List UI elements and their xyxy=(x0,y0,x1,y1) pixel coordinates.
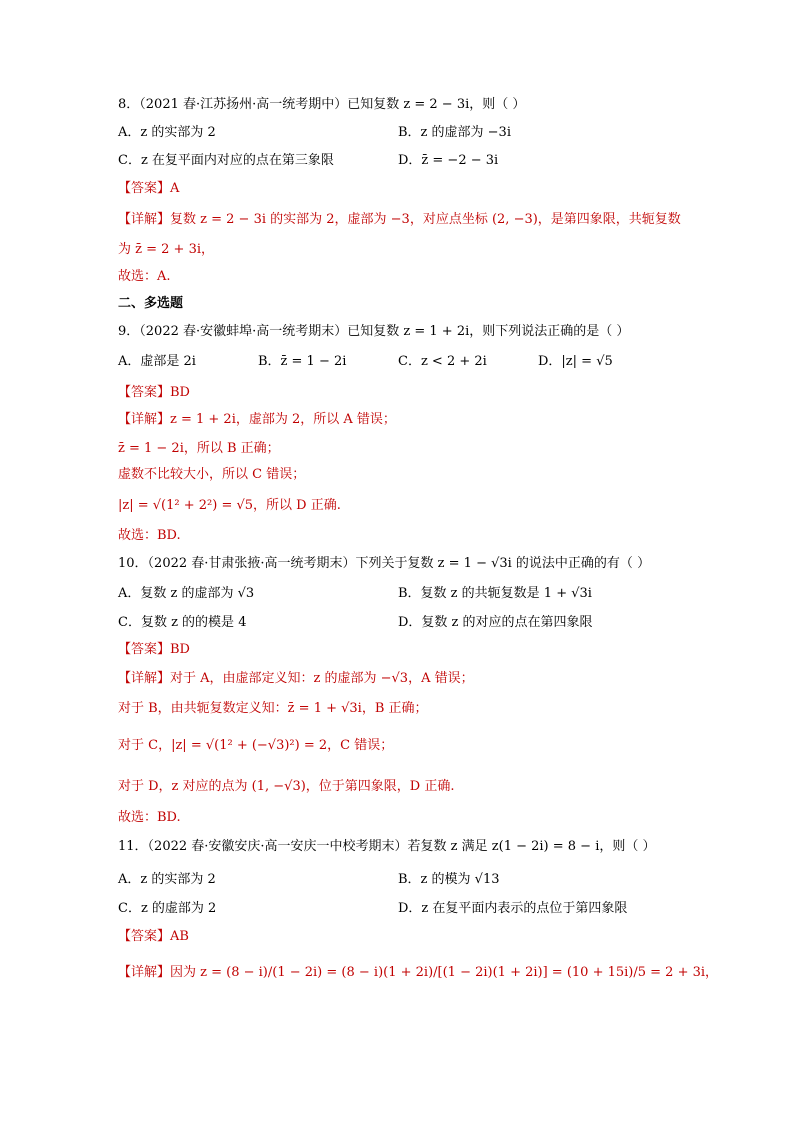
q8-answer: 【答案】A xyxy=(118,181,180,196)
q9-detail-line3: 虚数不比较大小，所以 C 错误； xyxy=(118,467,306,482)
q8-detail-line2: 为 z̄ = 2 + 3i， xyxy=(118,242,214,257)
q10-detail-line2: 对于 B，由共轭复数定义知：z̄ = 1 + √3i，B 正确； xyxy=(118,701,428,716)
q10-option-a: A．复数 z 的虚部为 √3 xyxy=(118,586,255,601)
q10-choose: 故选：BD. xyxy=(118,810,181,825)
q10-detail-line3: 对于 C，|z| = √(1² + (−√3)²) = 2，C 错误； xyxy=(118,738,394,753)
q10-stem: 10．（2022 春·甘肃张掖·高一统考期末）下列关于复数 z = 1 − √3i 的说法中正确的有（ ） xyxy=(118,556,651,571)
q10-option-d: D．复数 z 的对应的点在第四象限 xyxy=(398,615,593,630)
q10-answer: 【答案】BD xyxy=(118,642,190,657)
q11-option-d: D．z 在复平面内表示的点位于第四象限 xyxy=(398,901,628,916)
section-heading: 二、多选题 xyxy=(118,296,184,311)
q9-detail-line4: |z| = √(1² + 2²) = √5，所以 D 正确. xyxy=(118,498,341,513)
q8-choose: 故选：A. xyxy=(118,269,171,284)
q10-detail-line1: 【详解】对于 A，由虚部定义知：z 的虚部为 −√3，A 错误； xyxy=(118,671,474,686)
q8-option-c: C．z 在复平面内对应的点在第三象限 xyxy=(118,153,334,168)
q9-answer: 【答案】BD xyxy=(118,385,190,400)
q9-detail-line1: 【详解】z = 1 + 2i，虚部为 2，所以 A 错误； xyxy=(118,412,396,427)
q11-option-a: A．z 的实部为 2 xyxy=(118,872,216,887)
q11-answer: 【答案】AB xyxy=(118,929,189,944)
q11-stem: 11．（2022 春·安徽安庆·高一安庆一中校考期末）若复数 z 满足 z(1 − 2i) = 8 − i，则（ ） xyxy=(118,839,656,854)
q11-option-b: B．z 的模为 √13 xyxy=(398,872,500,887)
q8-option-d: D．z̄ = −2 − 3i xyxy=(398,153,499,168)
q11-detail-line1: 【详解】因为 z = (8 − i)/(1 − 2i) = (8 − i)(1 + 2i)/[(1 − 2i)(1 + 2i)] = (10 + 15i)/5 = 2 + 3i， xyxy=(118,965,719,980)
q11-option-c: C．z 的虚部为 2 xyxy=(118,901,217,916)
q8-detail-line1: 【详解】复数 z = 2 − 3i 的实部为 2，虚部为 −3，对应点坐标 (2, −3)，是第四象限，共轭复数 xyxy=(118,212,681,227)
q9-option-a: A．虚部是 2i xyxy=(118,354,196,369)
q10-detail-line4: 对于 D，z 对应的点为 (1, −√3)，位于第四象限，D 正确. xyxy=(118,779,455,794)
q9-option-c: C．z < 2 + 2i xyxy=(398,354,487,369)
q9-option-d: D．|z| = √5 xyxy=(538,354,613,369)
q8-option-b: B．z 的虚部为 −3i xyxy=(398,125,511,140)
q8-stem: 8．（2021 春·江苏扬州·高一统考期中）已知复数 z = 2 − 3i，则（ ） xyxy=(118,97,526,112)
q9-detail-line2: z̄ = 1 − 2i，所以 B 正确； xyxy=(118,441,280,456)
q10-option-c: C．复数 z 的的模是 4 xyxy=(118,615,247,630)
q9-choose: 故选：BD. xyxy=(118,528,181,543)
q8-option-a: A．z 的实部为 2 xyxy=(118,125,216,140)
q10-option-b: B．复数 z 的共轭复数是 1 + √3i xyxy=(398,586,592,601)
q9-option-b: B．z̄ = 1 − 2i xyxy=(258,354,347,369)
q9-stem: 9．（2022 春·安徽蚌埠·高一统考期末）已知复数 z = 1 + 2i，则下列说法正确的是（ ） xyxy=(118,324,630,339)
